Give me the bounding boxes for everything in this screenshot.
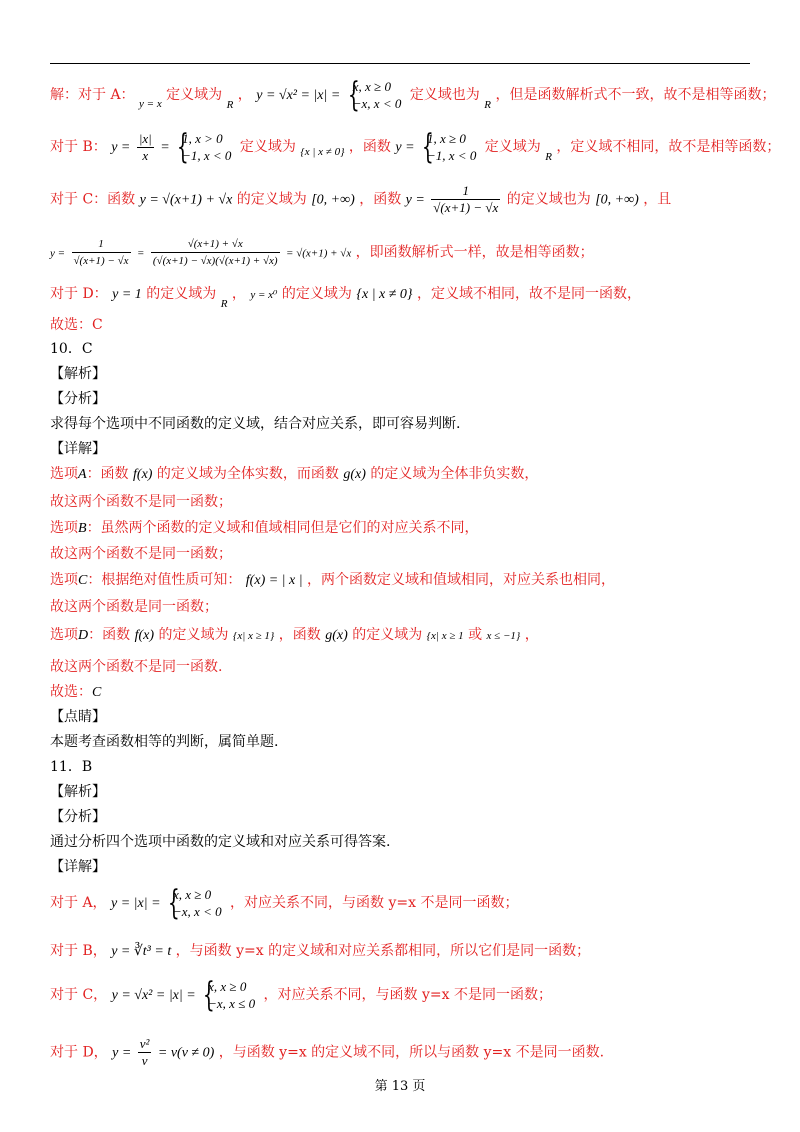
formula: f(x) (134, 628, 155, 643)
q11-option-c (50, 978, 552, 1012)
formula: y = √x² = |x| = (256, 88, 341, 103)
domain: [0, +∞) (311, 192, 355, 208)
domain: R (226, 99, 234, 111)
formula: y = ∛t³ = t (111, 944, 172, 959)
solution-line-a (50, 78, 775, 112)
text: 对于 B： (50, 139, 107, 155)
text: 选项 (50, 572, 78, 588)
text: ，函数 (359, 191, 402, 208)
text: 对于 C：函数 (50, 191, 136, 208)
formula: g(x) (325, 628, 348, 643)
option-letter: C (78, 573, 88, 588)
text: ， (231, 286, 246, 302)
tag-jiexi: 【解析】 (50, 366, 106, 382)
option-letter: D (78, 628, 89, 643)
denominator: √(x+1) − √x (433, 200, 499, 215)
option-letter: B (78, 521, 87, 536)
tag-xiangjie: 【详解】 (50, 859, 106, 875)
conclusion-line: 故这两个函数是同一函数； (50, 599, 218, 615)
numerator: v² (139, 1036, 150, 1051)
formula: y = (112, 1045, 132, 1061)
case: { x, x ≥ 0 (352, 79, 391, 94)
text: 对于 A， (50, 895, 107, 911)
analysis-text: 通过分析四个选项中函数的定义域和对应关系可得答案. (50, 834, 391, 850)
text: 的定义域为 (352, 627, 423, 643)
text: ，但是函数解析式不一致，故不是相等函数； (495, 87, 776, 103)
formula: y = |x| = (111, 896, 161, 911)
domain: {x | x ≠ 0} (300, 146, 345, 158)
denominator: √(x+1) − √x (73, 255, 129, 267)
q11-option-d (50, 1036, 604, 1069)
text: 解：对于 A： (50, 87, 135, 103)
fraction (137, 131, 154, 164)
text: ：函数 (88, 627, 131, 643)
answer-q10 (50, 682, 101, 703)
text: ，对应关系不同，与函数 y=x 不是同一函数； (230, 895, 519, 911)
text: ：虽然两个函数的定义域和值域相同但是它们的对应关系不同， (86, 520, 479, 536)
text: ，对应关系不同，与函数 y=x 不是同一函数； (263, 987, 552, 1003)
set: x ≤ −1} (486, 630, 521, 642)
formula: y = x (139, 98, 162, 110)
text: 对于 B， (50, 943, 107, 959)
formula: y = (405, 192, 425, 208)
piecewise (345, 78, 402, 112)
text: ，定义域不相同，故不是相等函数； (556, 139, 781, 155)
solution-line-c2 (50, 236, 594, 269)
solution-line-c1 (50, 183, 671, 216)
text: 定义域为 (239, 139, 296, 155)
text: 选项 (50, 627, 78, 643)
conclusion-line: 故这两个函数不是同一函数； (50, 546, 232, 562)
formula: y = (50, 247, 66, 260)
text: ， (237, 87, 252, 103)
domain: {x | x ≠ 0} (356, 287, 413, 302)
set: {x| x ≥ 1} (232, 630, 275, 642)
formula: y = x⁰ (250, 289, 278, 301)
question-number: 10．C (50, 341, 93, 357)
header-rule (50, 63, 750, 64)
formula: = v(v ≠ 0) (157, 1045, 215, 1061)
set: {x| x ≥ 1 (426, 630, 464, 642)
question-number: 11．B (50, 759, 93, 775)
domain: R (220, 298, 228, 310)
text: 的定义域为 (158, 627, 229, 643)
text: 故选： (50, 684, 92, 700)
text: 的定义域为全体非负实数， (370, 466, 539, 482)
fraction (72, 236, 131, 269)
case: −x, x ≤ 0 (208, 996, 256, 1011)
fraction (151, 236, 280, 269)
text: ， (524, 627, 539, 643)
option-d-line (50, 625, 539, 646)
text: ，与函数 y=x 的定义域和对应关系都相同，所以它们是同一函数； (175, 943, 591, 959)
numerator: √(x+1) + √x (151, 236, 280, 253)
text: ，两个函数定义域和值域相同，对应关系也相同， (307, 572, 616, 588)
text: 定义域为 (484, 139, 541, 155)
text: 选项 (50, 466, 78, 482)
text: ，即函数解析式一样，故是相等函数； (355, 244, 594, 261)
numerator: |x| (138, 130, 152, 146)
formula: y = √x² = |x| = (111, 988, 196, 1003)
denominator: (√(x+1) − √x)(√(x+1) + √x) (152, 255, 278, 267)
formula: = (160, 140, 170, 155)
formula: = (136, 247, 145, 260)
page-number: 第 13 页 (374, 1079, 426, 1094)
formula: y = (111, 140, 131, 155)
text: 或 (468, 627, 483, 643)
solution-line-b (50, 130, 780, 164)
case: −x, x < 0 (352, 96, 402, 111)
q11-option-b (50, 941, 590, 962)
text: ，定义域不相同，故不是同一函数， (417, 286, 641, 302)
option-letter: A (78, 467, 87, 482)
text: ，且 (643, 191, 672, 208)
numerator: 1 (431, 183, 500, 200)
piecewise (165, 886, 222, 920)
text: 的定义域为 (146, 286, 217, 302)
text: ：根据绝对值性质可知： (87, 572, 242, 588)
text: ：函数 (86, 466, 129, 482)
comment-text: 本题考查函数相等的判断，属简单题. (50, 734, 279, 750)
denominator: x (142, 147, 149, 163)
text: 对于 C， (50, 987, 108, 1003)
text: ，函数 (278, 627, 321, 643)
option-a-line (50, 464, 538, 485)
case: { 1, x ≥ 0 (427, 131, 466, 146)
formula: y = √(x+1) + √x (139, 192, 233, 208)
conclusion-line: 故这两个函数不是同一函数； (50, 494, 232, 510)
solution-line-d (50, 284, 641, 310)
case: { 1, x > 0 (182, 131, 223, 146)
text: ，函数 (348, 139, 391, 155)
formula: y = 1 (112, 287, 142, 302)
q11-option-a (50, 886, 518, 920)
text: 的定义域为 (236, 191, 307, 208)
option-c-line (50, 570, 615, 591)
tag-dianjing: 【点睛】 (50, 709, 106, 725)
formula: f(x) (133, 467, 153, 482)
text: 的定义域为 (281, 286, 352, 302)
numerator: 1 (72, 236, 131, 253)
text: 定义域为 (166, 87, 223, 103)
formula: y = (395, 140, 415, 155)
answer-q9: 故选：C (50, 317, 103, 333)
piecewise (200, 978, 255, 1012)
piecewise (419, 130, 476, 164)
case: −1, x < 0 (427, 148, 477, 163)
domain: R (545, 151, 552, 163)
text: 选项 (50, 520, 78, 536)
case: { x, x ≥ 0 (208, 979, 247, 994)
piecewise (174, 130, 231, 164)
option-letter: C (92, 685, 102, 700)
domain: R (484, 99, 491, 111)
text: 对于 D： (50, 286, 108, 302)
analysis-text: 求得每个选项中不同函数的定义域，结合对应关系，即可容易判断. (50, 416, 461, 432)
option-b-line (50, 518, 479, 539)
text: 的定义域为全体实数，而函数 (156, 466, 339, 482)
text: ，与函数 y=x 的定义域不同，所以与函数 y=x 不是同一函数. (218, 1044, 605, 1061)
case: −x, x < 0 (173, 904, 222, 919)
domain: [0, +∞) (595, 192, 639, 208)
formula: f(x) = | x | (245, 573, 303, 588)
text: 定义域也为 (409, 87, 480, 103)
text: 的定义域也为 (506, 191, 591, 208)
denominator: v (141, 1053, 148, 1068)
tag-jiexi: 【解析】 (50, 784, 106, 800)
formula: g(x) (343, 467, 366, 482)
case: −1, x < 0 (182, 148, 232, 163)
tag-xiangjie: 【详解】 (50, 441, 106, 457)
case: { x, x ≥ 0 (173, 887, 212, 902)
fraction (431, 183, 500, 216)
tag-fenxi: 【分析】 (50, 809, 106, 825)
formula: = √(x+1) + √x (286, 247, 352, 260)
tag-fenxi: 【分析】 (50, 391, 106, 407)
text: 对于 D， (50, 1044, 108, 1061)
conclusion-line: 故这两个函数不是同一函数. (50, 659, 223, 675)
fraction (138, 1036, 152, 1069)
